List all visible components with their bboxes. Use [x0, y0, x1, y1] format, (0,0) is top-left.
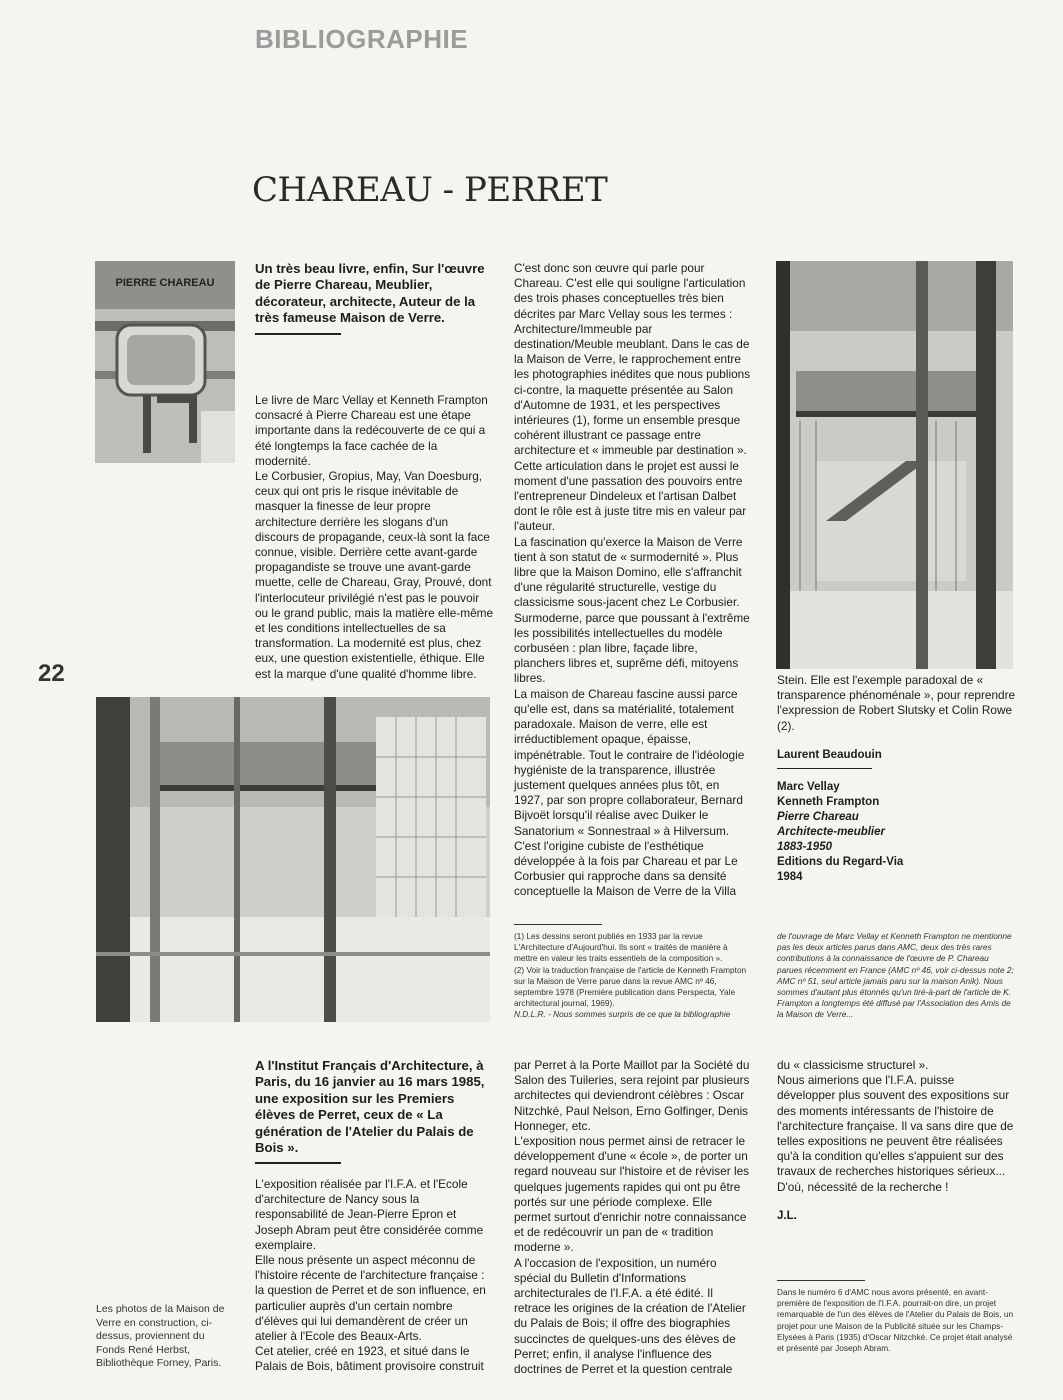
- article1-column-2: [514, 261, 752, 900]
- article2-lead: A l'Institut Français d'Architecture, à Paris, du 16 janvier au 16 mars 1985, une exposition sur les Premiers élèves de Perret, ceux de « La génération de l'Atelier du Palais de Bois ».: [255, 1058, 485, 1156]
- credit-line: 1883-1950: [777, 841, 832, 854]
- photo-caption: Les photos de la Maison de Verre en construction, ci-dessus, proviennent du Fonds René Herbst, Bibliothèque Forney, Paris.: [96, 1303, 225, 1369]
- article1-lead-block: [255, 261, 490, 335]
- article2-author: J.L.: [777, 1209, 797, 1222]
- article1-column-1: [255, 393, 493, 682]
- paragraph: Le livre de Marc Vellay et Kenneth Frampton consacré à Pierre Chareau est une étape importante dans la redécouverte de ce qui a été longtemps la face cachée de la modernité.: [255, 393, 488, 468]
- article2-column-2: [514, 1058, 752, 1377]
- paragraph: La maison de Chareau fascine aussi parce qu'elle est, dans sa matérialité, totalement paradoxale. Maison de verre, elle est irréductiblement opaque, épaisse, impénétrable. Tout le contraire de l'idéologie hygiéniste de la transparence, illustrée justement quelques années plus tôt, en 1927, par son propre collaborateur, Bernard Bijvoët lorsqu'il réalise avec Duiker le Sanatorium « Sonnestraal » à Hilversum. C'est l'origine cubiste de l'esthétique développée à la fois par Chareau et par Le Corbusier qui rapproche dans sa densité conceptuelle la Maison de Verre de la Villa: [514, 686, 745, 899]
- footnote-divider: [514, 924, 602, 925]
- paragraph: L'exposition nous permet ainsi de retracer le développement d'une « école », de porter un regard nouveau sur l'histoire et de réviser les quelques jugements rapides qui ont pu être portés sur une période complexe. Elle permet surtout d'enrichir notre connaissance et de redécouvrir un pan de « tradition moderne ».: [514, 1134, 750, 1255]
- credit-line: Editions du Regard-Via: [777, 856, 904, 869]
- paragraph: du « classicisme structurel ».: [777, 1058, 929, 1072]
- article2-lead-block: [255, 1058, 493, 1164]
- credit-line: 1984: [777, 871, 803, 884]
- article1-footnotes-right: [777, 931, 1015, 1021]
- paragraph: Elle nous présente un aspect méconnu de l'histoire récente de l'architecture française : la question de Perret et de son influence, en particulier auprès d'un certain nombre d'élèves qui lui demandèrent de créer un atelier à l'Ecole des Beaux-Arts.: [255, 1253, 486, 1344]
- lead-divider: [255, 333, 341, 335]
- footnote-divider: [777, 1280, 865, 1281]
- footnote: (1) Les dessins seront publiés en 1933 par la revue L'Architecture d'Aujourd'hui. Ils sont « traités de manière à mettre en valeur les traits essentiels de la composition ».: [514, 931, 728, 964]
- article1-footnotes-left: [514, 924, 752, 1021]
- article1-lead: Un très beau livre, enfin, Sur l'œuvre de Pierre Chareau, Meublier, décorateur, architecte, Auteur de la très fameuse Maison de Verre.: [255, 261, 485, 326]
- section-title: BIBLIOGRAPHIE: [255, 24, 469, 54]
- paragraph: Cet atelier, créé en 1923, et situé dans le Palais de Bois, bâtiment provisoire construit: [255, 1344, 484, 1374]
- article1-author: Laurent Beaudouin: [777, 748, 882, 761]
- footnote: (2) Voir la traduction française de l'article de Kenneth Frampton sur la Maison de Verre parue dans la revue AMC nº 46, septembre 1978 (Première publication dans Perspecta, Yale architectural journal, 1969).: [514, 964, 747, 1009]
- paragraph: L'exposition réalisée par l'I.F.A. et l'Ecole d'architecture de Nancy sous la responsabilité de Jean-Pierre Epron et Joseph Abram peut être considérée comme exemplaire.: [255, 1177, 484, 1252]
- credit-line: Architecte-meublier: [777, 826, 886, 839]
- book-cover-title: PIERRE CHAREAU: [115, 277, 215, 289]
- paragraph: Stein. Elle est l'exemple paradoxal de « transparence phénoménale », pour reprendre l'expression de Robert Slutsky et Colin Rowe (2).: [777, 673, 1016, 733]
- maison-de-verre-interior-photo-2: [776, 261, 1013, 669]
- page-number: 22: [38, 660, 65, 687]
- article2-footnote: [777, 1280, 1015, 1354]
- maison-de-verre-interior-photo-1: [96, 697, 490, 1022]
- paragraph: La fascination qu'exerce la Maison de Verre tient à son statut de « surmodernité ». Plus libre que la Maison Domino, elle s'affranchit d'une régularité structurelle, vestige du classicisme sous-jacent chez Le Corbusier. Surmoderne, parce que poussant à l'extrême les possibilités intellectuelles du modèle corbuséen : plan libre, façade libre, planchers libres et, suprême défi, mitoyens libres.: [514, 534, 750, 686]
- paragraph: par Perret à la Porte Maillot par la Société du Salon des Tuileries, sera rejoint par plusieurs architectes qui deviendront célèbres : Oscar Nitzchké, Paul Nelson, Erno Golfinger, Denis Honneger, etc.: [514, 1058, 750, 1133]
- article2-column-1: [255, 1177, 493, 1375]
- credit-line: Marc Vellay: [777, 781, 840, 794]
- author-divider: [777, 768, 872, 769]
- paragraph: A l'occasion de l'exposition, un numéro spécial du Bulletin d'Informations architecturales de l'I.F.A. a été édité. Il retrace les origines de la création de l'Atelier du Palais de Bois; il offre des biographies succinctes de quelques-uns des élèves de Perret; enfin, il analyse l'influence des doctrines de Perret et la question centrale: [514, 1255, 746, 1377]
- paragraph: Nous aimerions que l'I.F.A. puisse développer plus souvent des expositions sur des moments intéressants de l'histoire de l'architecture française. Il va sans dire que de telles expositions ne peuvent être réalisées qu'à la condition qu'elles s'appuient sur des travaux de recherches historiques sérieux...: [777, 1073, 1014, 1179]
- credit-line: Kenneth Frampton: [777, 796, 880, 809]
- footnote: de l'ouvrage de Marc Vellay et Kenneth Frampton ne mentionne pas les deux articles parus dans AMC, deux des très rares contributions à la connaissance de l'œuvre de P. Chareau parues récemment en France (AMC nº 46, voir ci-dessus note 2; AMC nº 51, seul article jamais paru sur la maison Anik). Nous sommes d'autant plus étonnés qu'un tiré-à-part de l'article de K. Frampton a longtemps été diffusé par l'Association des Amis de la Maison de Verre...: [777, 931, 1014, 1020]
- footnote: Dans le numéro 6 d'AMC nous avons présenté, en avant-première de l'exposition de l'I.F.A. pourrait-on dire, un projet remarquable de l'un des élèves de l'Atelier du Palais de Bois, un projet pour une Maison de la Publicité située sur les Champs-Elysées à Paris (1935) d'Oscar Nitzchké. Ce projet était analysé et présenté par Joseph Abram.: [777, 1287, 1014, 1354]
- book-cover-image: [95, 261, 235, 463]
- footnote: N.D.L.R. - Nous sommes surpris de ce que la bibliographie: [514, 1009, 731, 1020]
- paragraph: C'est donc son œuvre qui parle pour Chareau. C'est elle qui souligne l'articulation des trois phases conceptuelles très bien décrites par Marc Vellay sous les termes : Architecture/Immeuble par destination/Meuble meublant. Dans le cas de la Maison de Verre, le rapprochement entre les photographies inédites que nous publions ci-contre, la maquette présentée au Salon d'Automne de 1931, et les perspectives intérieures (1), forme un ensemble presque cohérent illustrant ce passage entre architecture et « immeuble par destination ». Cette articulation dans le projet est aussi le moment d'une passation des pouvoirs entre l'entrepreneur Dindeleux et l'artisan Dalbet dont le rôle est à juste titre mis en valeur par l'auteur.: [514, 261, 751, 534]
- article2-column-3: [777, 1058, 1015, 1224]
- article1-column-3: [777, 673, 1017, 885]
- credit-line: Pierre Chareau: [777, 811, 859, 824]
- article-headline: CHAREAU - PERRET: [252, 170, 608, 210]
- paragraph: D'où, nécessité de la recherche !: [777, 1179, 949, 1194]
- lead-divider: [255, 1162, 341, 1164]
- book-credits: [777, 780, 1017, 885]
- paragraph: Le Corbusier, Gropius, May, Van Doesburg, ceux qui ont pris le risque inévitable de masquer la finesse de leur propre architecture derrière les slogans d'un discours de propagande, ceux-là sont la face connue, visible. Derrière cette avant-garde propagandiste se trouve une avant-garde muette, celle de Chareau, Gray, Prouvé, dont l'interlocuteur privilégié n'est pas le pouvoir ou le grand public, mais la matière elle-même et les conditions intellectuelles de sa transformation. La modernité est plus, chez eux, une question existentielle, éthique. Elle est la marque d'une qualité d'homme libre.: [255, 469, 494, 681]
